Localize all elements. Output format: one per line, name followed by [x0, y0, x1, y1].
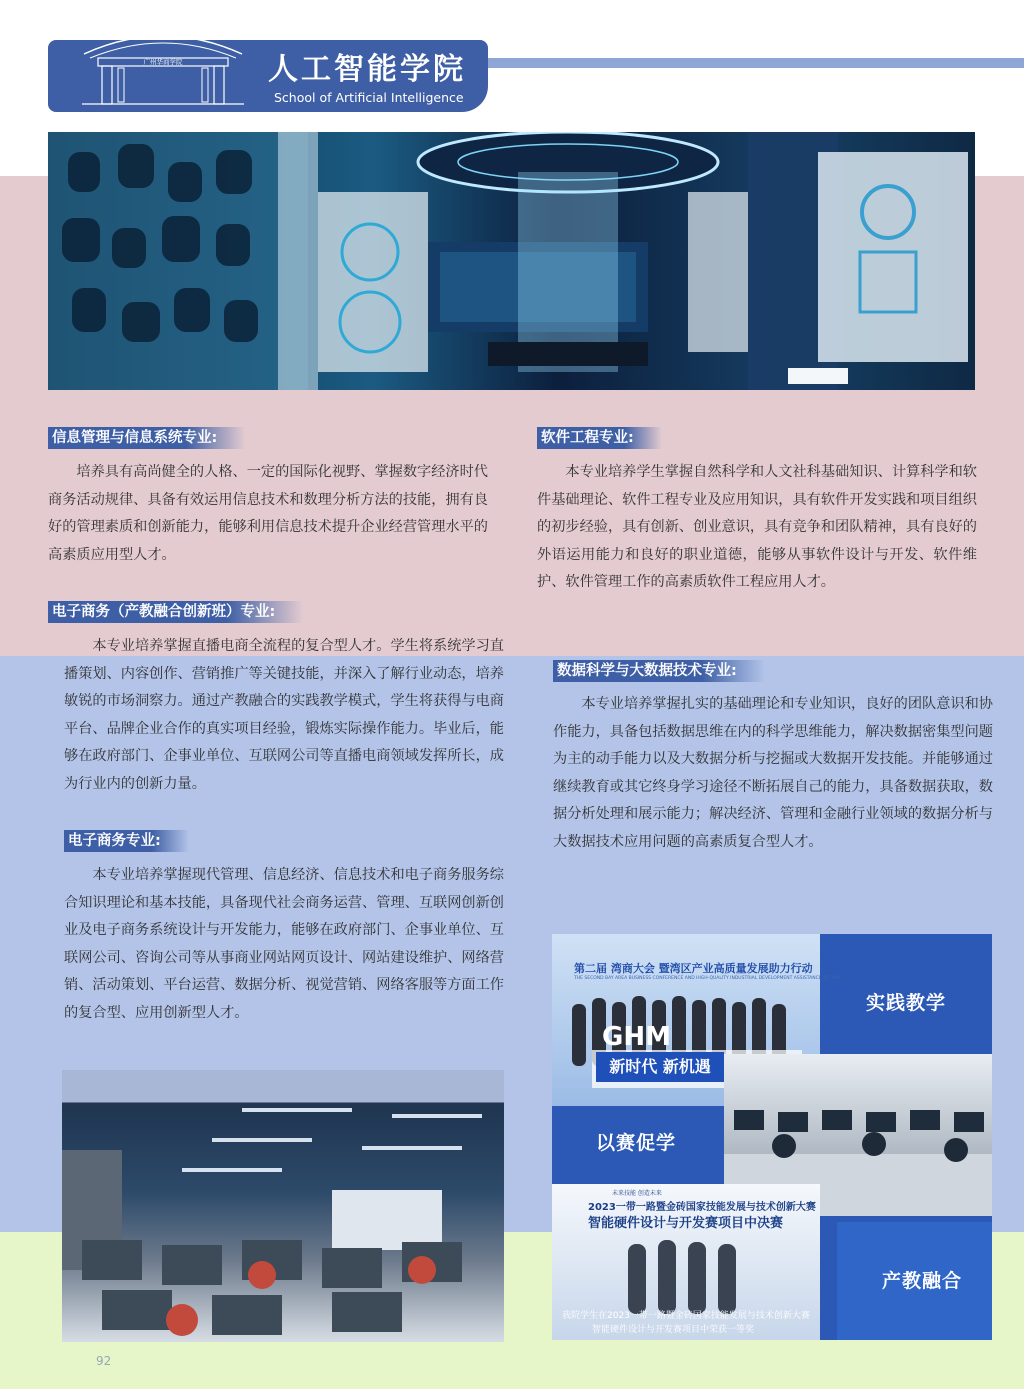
- text-info-management: 培养具有高尚健全的人格、一定的国际化视野、掌握数字经济时代商务活动规律、具备有效运用信息技术和数理分析方法的技能，拥有良好的管理素质和创新能力，能够利用信息技术提升企业经营管理水平的高素质应用型人才。: [48, 464, 488, 563]
- heading-data-science: 数据科学与大数据技术专业:: [553, 660, 765, 682]
- caption-line-1: 我院学生在2023一带一路暨金砖国家技能发展与技术创新大赛: [562, 1311, 810, 1321]
- heading-ecommerce: 电子商务专业:: [64, 830, 189, 852]
- contest-title: 2023一带一路暨金砖国家技能发展与技术创新大赛: [588, 1202, 816, 1213]
- caption-line-2: 智能硬件设计与开发赛项目中荣获一等奖: [592, 1325, 755, 1335]
- header-rule: [488, 58, 1024, 68]
- activity-collage: [552, 934, 992, 1340]
- ghm-logo: GHM: [602, 1022, 671, 1052]
- heading-info-management: 信息管理与信息系统专业:: [48, 427, 245, 449]
- label-compete-learn: 以赛促学: [596, 1132, 677, 1154]
- contest-subtitle: 智能硬件设计与开发赛项目中决赛: [588, 1216, 784, 1231]
- conference-banner-title: 第二届 湾商大会 暨湾区产业高质量发展助力行动: [574, 962, 813, 975]
- heading-ecommerce-live: 电子商务（产教融合创新班）专业:: [48, 601, 303, 623]
- classroom-illustration: [62, 1070, 504, 1342]
- text-data-science: 本专业培养掌握扎实的基础理论和专业知识，良好的团队意识和协作能力，具备包括数据思维在内的科学思维能力，解决数据密集型问题为主的动手能力以及大数据分析与挖掘或大数据开发技能。并能够通过继续教育或其它终身学习途径不断拓展自己的能力，具备数据获取，数据分析处理和展示能力；解决经济、管理和金融行业领域的数据分析与大数据技术应用问题的高素质复合型人才。: [553, 696, 993, 850]
- campus-gate-icon: [78, 24, 248, 106]
- label-industry-education: 产教融合: [882, 1270, 963, 1292]
- text-ecommerce-live: 本专业培养掌握直播电商全流程的复合型人才。学生将系统学习直播策划、内容创作、营销推广等关键技能，并深入了解行业动态，培养敏锐的市场洞察力。通过产教融合的实践教学模式，学生将获得与电商平台、品牌企业合作的真实项目经验，锻炼实际操作能力。毕业后，能够在政府部门、企事业单位、互联网公司等直播电商领域发挥所长，成为行业内的创新力量。: [64, 638, 504, 792]
- label-practice-teaching: 实践教学: [866, 992, 947, 1014]
- text-software-engineering: 本专业培养学生掌握自然科学和人文社科基础知识、计算科学和软件基础理论、软件工程专业及应用知识，具有软件开发实践和项目组织的初步经验，具有创新、创业意识，具有竞争和团队精神，具有良好的外语运用能力和良好的职业道德，能够从事软件设计与开发、软件维护、软件管理工作的高素质软件工程应用人才。: [537, 464, 977, 590]
- gate-text: 广州华商学院: [143, 58, 183, 66]
- ai-lab-illustration: [48, 132, 975, 390]
- contest-header: 未来技能 创造未来: [612, 1190, 662, 1197]
- conference-banner-subtitle: THE SECOND BAY AREA BUSINESS CONFERENCE AND HIGH-QUALITY INDUSTRIAL DEVELOPMENT ASSISTANCE ACTION: [574, 976, 841, 981]
- hero-photo: [48, 132, 975, 390]
- page-title: 人工智能学院: [268, 52, 466, 87]
- slogan-banner: 新时代 新机遇: [596, 1052, 724, 1082]
- heading-software-engineering: 软件工程专业:: [537, 427, 662, 449]
- text-ecommerce: 本专业培养掌握现代管理、信息经济、信息技术和电子商务服务综合知识理论和基本技能，具备现代社会商务运营、管理、互联网创新创业及电子商务系统设计与开发能力，能够在政府部门、企事业单位、互联网公司、咨询公司等从事商业网站网页设计、网站建设维护、网络营销、活动策划、平台运营、数据分析、视觉营销、网络客服等方面工作的复合型、应用创新型人才。: [64, 867, 504, 1021]
- classroom-photo: [62, 1070, 504, 1342]
- page-number: 92: [96, 1354, 112, 1368]
- page-subtitle: School of Artificial Intelligence: [274, 90, 464, 105]
